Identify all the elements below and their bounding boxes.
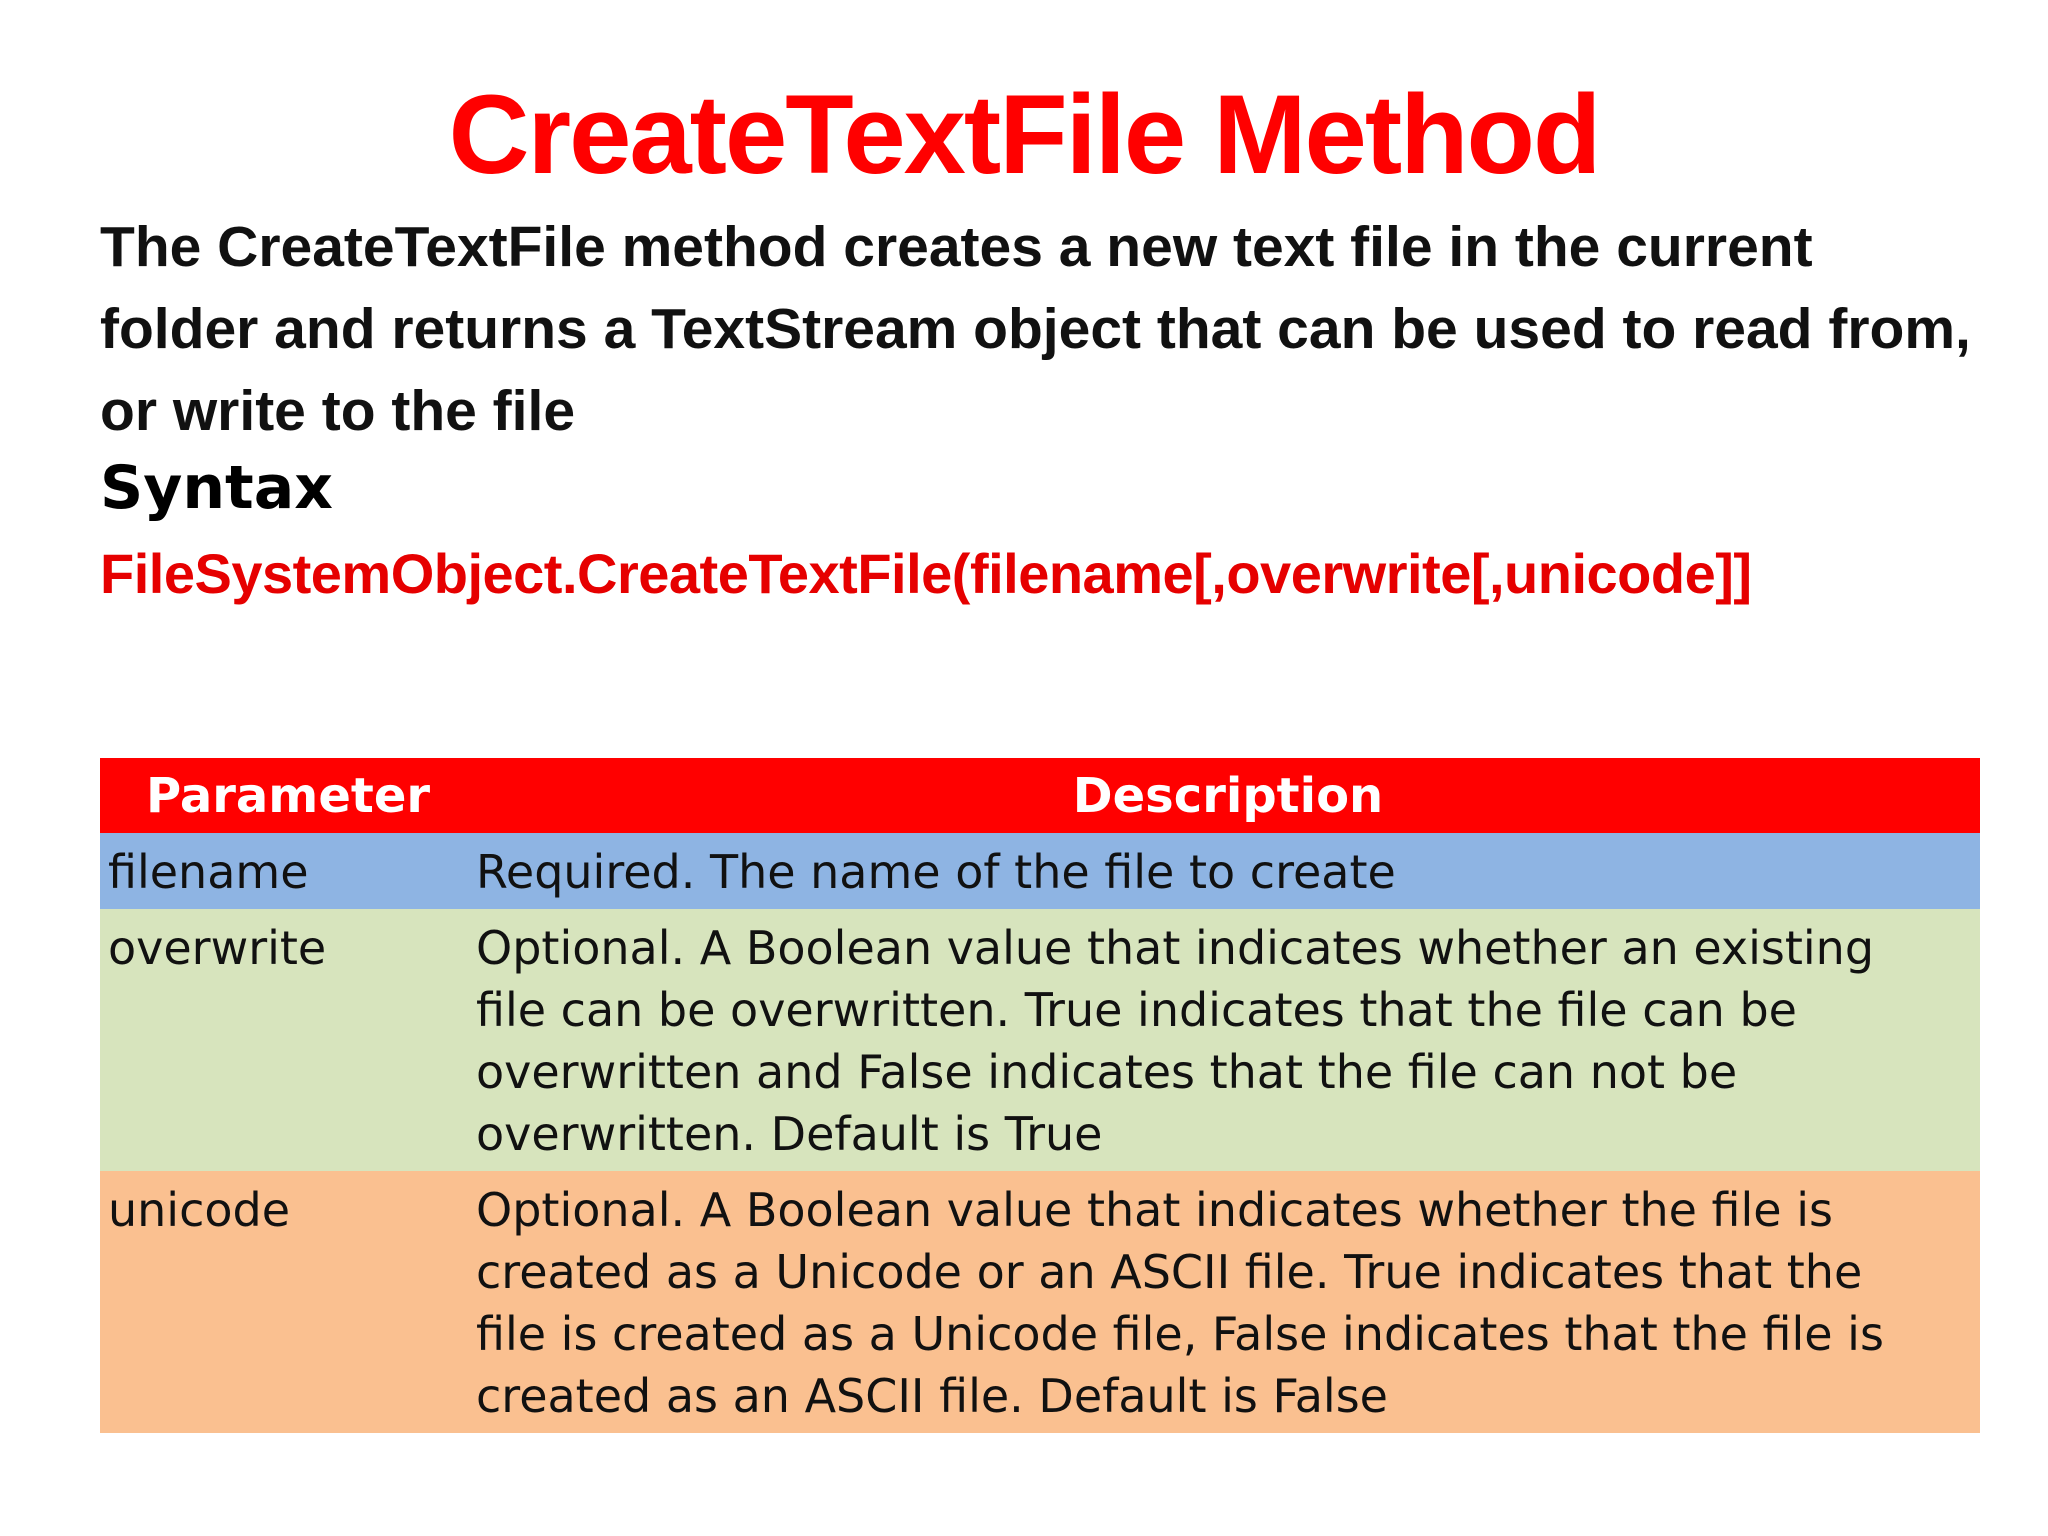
cell-parameter: filename <box>100 833 476 909</box>
slide-title: CreateTextFile Method <box>448 72 1600 197</box>
cell-parameter: overwrite <box>100 909 476 1171</box>
cell-parameter: unicode <box>100 1171 476 1433</box>
syntax-code: FileSystemObject.CreateTextFile(filename[,overwrite[,unicode]] <box>100 542 1752 605</box>
header-description: Description <box>476 758 1980 833</box>
syntax-heading: Syntax <box>100 453 333 523</box>
cell-description: Optional. A Boolean value that indicates whether the file is created as a Unicode or an ASCII file. True indicates that the file is created as a Unicode file, False indicates that the file is created as an ASCII file. Default is False <box>476 1171 1980 1433</box>
parameter-table <box>100 758 1980 1433</box>
table-header-row <box>100 758 1980 833</box>
header-parameter: Parameter <box>100 758 476 833</box>
table-row-overwrite <box>100 909 1980 1171</box>
table-row-unicode <box>100 1171 1980 1433</box>
table-row-filename <box>100 833 1980 909</box>
intro-paragraph: The CreateTextFile method creates a new text file in the current folder and returns a TextStream object that can be used to read from, or write to the file <box>100 215 1971 443</box>
cell-description: Optional. A Boolean value that indicates whether an existing file can be overwritten. True indicates that the file can be overwritten and False indicates that the file can not be overwritten. Default is True <box>476 909 1980 1171</box>
cell-description: Required. The name of the file to create <box>476 833 1980 909</box>
